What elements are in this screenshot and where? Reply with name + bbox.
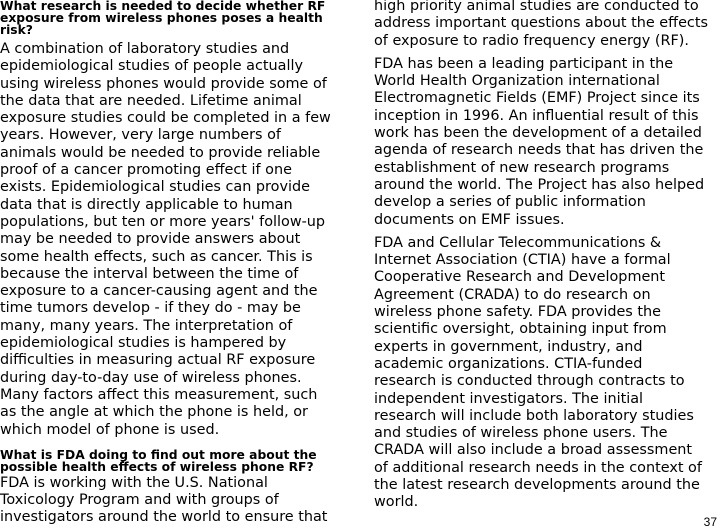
- fda-actions-paragraph: FDA is working with the U.S. National Toxicology Program and with groups of investigators around the world to ensure that: [0, 474, 328, 526]
- rf-studies-continuation-paragraph: high priority animal studies are conducted to address important questions about the effects of exposure to radio frequency energy (RF).: [374, 0, 708, 49]
- fda-actions-heading: What is FDA doing to find out more about the possible health effects of wireless phone RF?: [0, 447, 317, 474]
- page-number: 37: [703, 515, 717, 529]
- ctia-crada-paragraph: FDA and Cellular Telecommunications & Internet Association (CTIA) have a formal Cooperative Research and Development Agreement (CRADA) to do research on wireless phone safety. FDA provides the scientific oversight, obtaining input from experts in government, industry, and academic organizations. CTIA-funded research is conducted through contracts to independent investigators. The initial research will include both laboratory studies and studies of wireless phone users. The CRADA will also include a broad assessment of additional research needs in the context of the latest research developments around the world.: [374, 234, 702, 511]
- who-emf-project-paragraph: FDA has been a leading participant in the World Health Organization international Electromagnetic Fields (EMF) Project since its inception in 1996. An influential result of this work has been the development of a detailed agenda of research needs that has driven the establishment of new research programs around the world. The Project has also helped develop a series of public information documents on EMF issues.: [374, 55, 705, 228]
- left-column: [0, 0, 332, 527]
- right-column: [374, 0, 708, 512]
- research-needed-heading: What research is needed to decide whether RF exposure from wireless phones poses a health risk?: [0, 0, 326, 37]
- research-needed-paragraph: A combination of laboratory studies and epidemiological studies of people actually using wireless phones would provide some of the data that are needed. Lifetime animal exposure studies could be completed in a few years. However, very large numbers of animals would be needed to provide reliable proof of a cancer promoting effect if one exists. Epidemiological studies can provide data that is directly applicable to human populations, but ten or more years' follow-up may be needed to provide answers about some health effects, such as cancer. This is because the interval between the time of exposure to a cancer-causing agent and the time tumors develop - if they do - may be many, many years. The interpretation of epidemiological studies is hampered by difficulties in measuring actual RF exposure during day-to-day use of wireless phones. Many factors affect this measurement, such as the angle at which the phone is held, or which model of phone is used.: [0, 41, 331, 438]
